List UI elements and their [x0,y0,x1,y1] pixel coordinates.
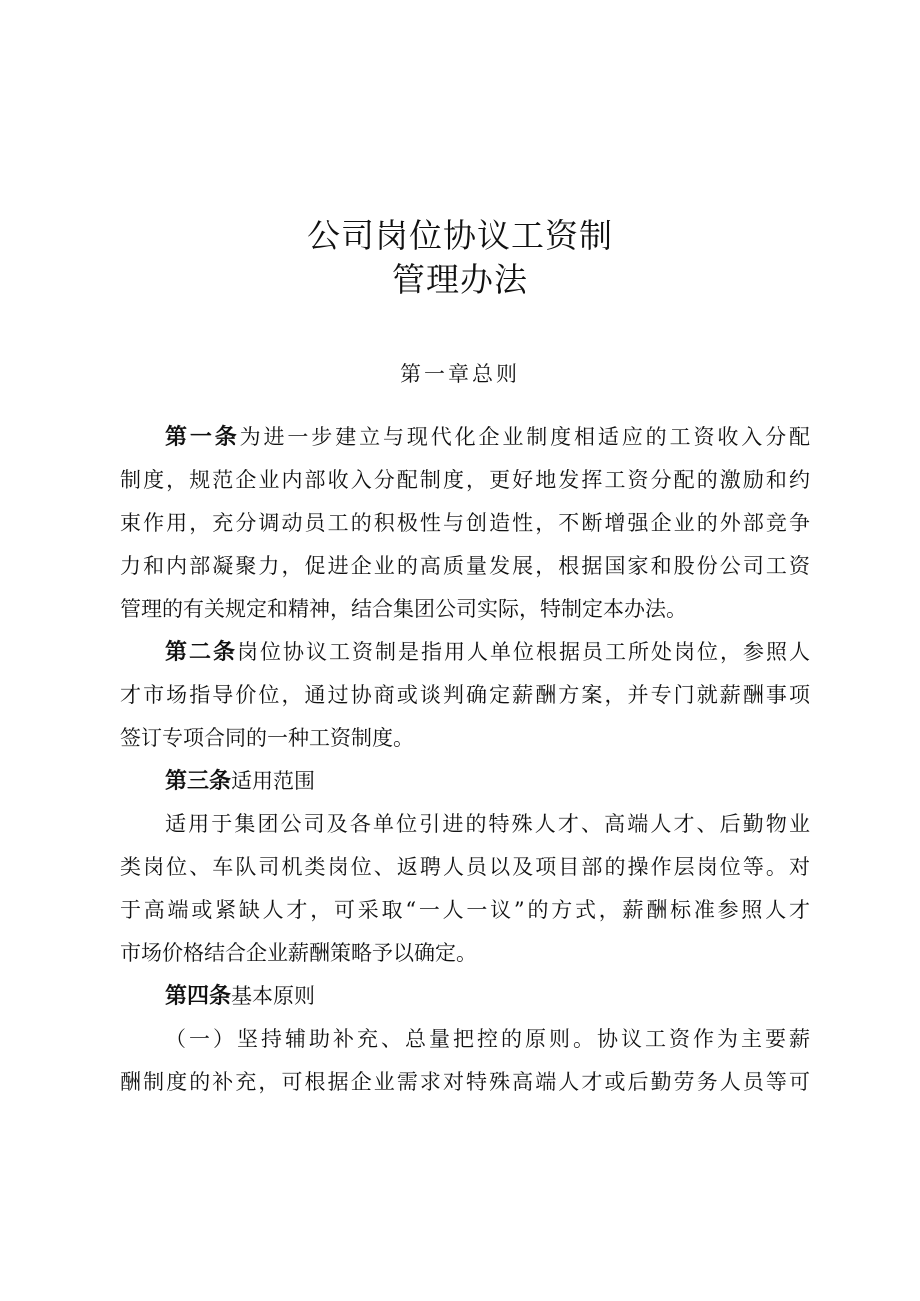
article-2-heading: 第二条 [165,640,237,665]
article-3-line-1: 第三条适用范围 [165,769,316,794]
article-3-para-line-3: 于高端或紧缺人才，可采取“一人一议”的方式，薪酬标准参照人才 [120,898,810,922]
article-3-heading: 第三条 [165,769,232,794]
article-2-line-2: 才市场指导价位，通过协商或谈判确定薪酬方案，并专门就薪酬事项 [120,683,810,707]
document-title-line-1: 公司岗位协议工资制 [307,216,613,255]
article-1-line-1: 第一条为进一步建立与现代化企业制度相适应的工资收入分配 [165,425,810,450]
article-4-para-line-2: 酬制度的补充，可根据企业需求对特殊高端人才或后勤劳务人员等可 [120,1070,810,1094]
article-2-line-3: 签订专项合同的一种工资制度。 [120,726,414,750]
article-1-line-4: 力和内部凝聚力，促进企业的高质量发展，根据国家和股份公司工资 [120,554,810,578]
article-1-heading: 第一条 [165,425,240,450]
article-3-para-line-2: 类岗位、车队司机类岗位、返聘人员以及项目部的操作层岗位等。对 [120,855,810,879]
article-1-line-3: 束作用，充分调动员工的积极性与创造性，不断增强企业的外部竞争 [120,511,810,535]
document-title-line-2: 管理办法 [392,260,528,299]
article-4-para-line-1: （一）坚持辅助补充、总量把控的原则。协议工资作为主要薪 [165,1027,810,1051]
article-4-heading: 第四条 [165,984,232,1009]
article-3-para-line-1: 适用于集团公司及各单位引进的特殊人才、高端人才、后勤物业 [165,812,810,836]
article-1-line-5: 管理的有关规定和精神，结合集团公司实际，特制定本办法。 [120,597,687,621]
article-1-line-2: 制度，规范企业内部收入分配制度，更好地发挥工资分配的激励和约 [120,468,810,492]
chapter-heading: 第一章总则 [400,362,520,386]
article-4-line-1: 第四条基本原则 [165,984,316,1009]
article-3-para-line-4: 市场价格结合企业薪酬策略予以确定。 [120,941,477,965]
article-2-line-1: 第二条岗位协议工资制是指用人单位根据员工所处岗位，参照人 [165,640,810,665]
